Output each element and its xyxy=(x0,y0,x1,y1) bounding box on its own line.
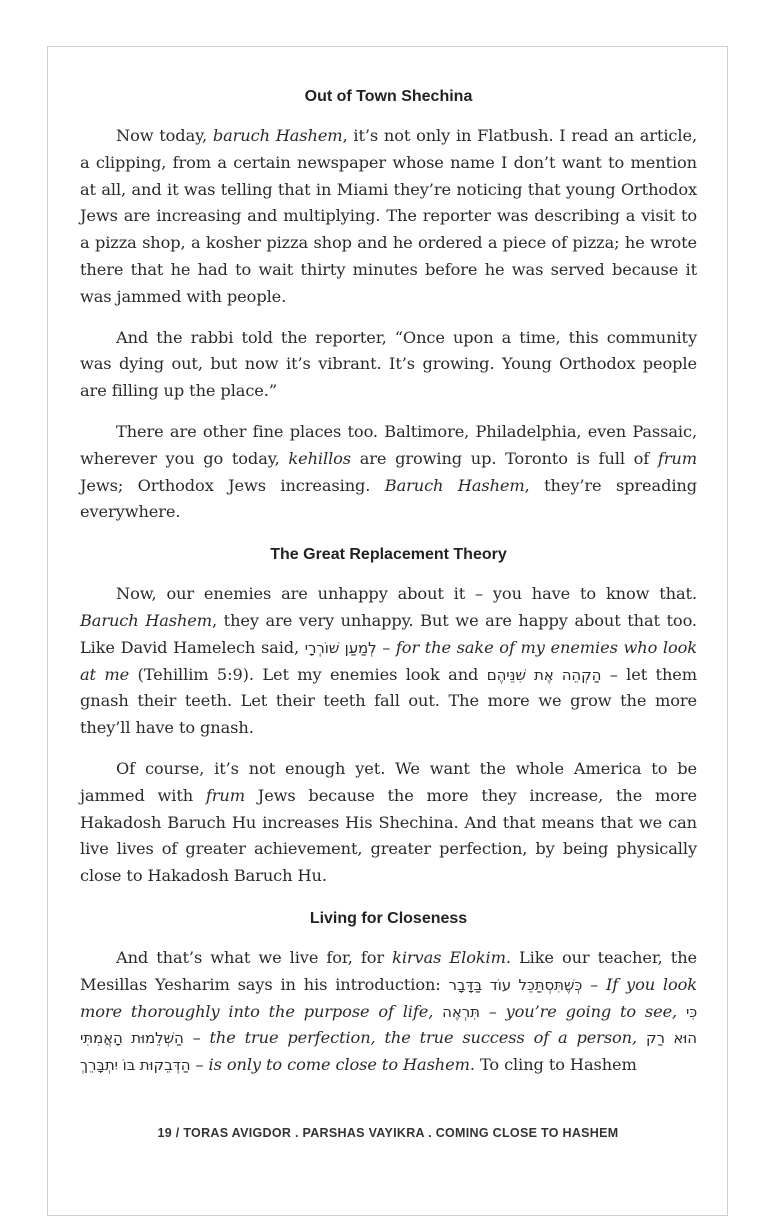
italic-text: Baruch Hashem xyxy=(80,610,213,630)
italic-text: baruch Hashem xyxy=(212,126,343,145)
text-run: Jews; Orthodox Jews increasing. xyxy=(80,475,385,495)
section-heading: Out of Town Shechina xyxy=(304,88,473,105)
hebrew-quote: הַקְהֵה אֶת שִׁנֵּיהֶם xyxy=(486,665,602,684)
body-paragraph xyxy=(80,756,697,890)
hebrew-quote: הוּא רַק xyxy=(645,1029,697,1048)
italic-text: If you look more thoroughly into the purpose of life, xyxy=(80,974,697,1021)
text-run: (Tehillim 5:9). Let my enemies look and xyxy=(129,664,487,684)
italic-text: kehillos xyxy=(288,448,352,468)
page-footer: 19 / TORAS AVIGDOR . PARSHAS VAYIKRA . COMING CLOSE TO HASHEM xyxy=(157,1126,619,1140)
hebrew-quote: כְּשֶׁתִּסְתַּכֵּל עוֹד בַּדָּבָר xyxy=(448,975,583,994)
text-run: To cling to Hashem xyxy=(474,1055,637,1075)
text-run: – xyxy=(479,1001,506,1021)
text-run: – xyxy=(190,1055,209,1075)
hebrew-quote: הַדְּבֵקוּת בּוֹ יִתְבָּרֵךְ xyxy=(80,1056,191,1075)
italic-text: Baruch Hashem xyxy=(384,475,525,495)
italic-text: for the sake of my enemies who look at me xyxy=(80,637,697,684)
text-run: – xyxy=(183,1028,210,1048)
italic-text: is only to come close to Hashem. xyxy=(208,1055,475,1075)
text-run: , they are very unhappy. But we are happy about that too. Like David Hamelech said, xyxy=(80,610,697,657)
italic-text: frum xyxy=(205,785,245,805)
body-paragraph xyxy=(80,123,697,311)
text-run: Now, our enemies are unhappy about it – you have to know that. xyxy=(116,584,697,604)
body-paragraph xyxy=(80,419,697,526)
italic-text: kirvas Elokim xyxy=(392,947,506,967)
text-run xyxy=(677,1002,686,1021)
text-run xyxy=(637,1028,646,1047)
text-run: Now today, xyxy=(116,126,213,145)
text-run: Of course, it’s not enough yet. We want the whole America to be jammed with xyxy=(80,758,697,805)
text-run: Jews because the more they increase, the more Hakadosh Baruch Hu increases His Shechina. And that means that we can live lives of greater achievement, greater perfection, by being physically close to Hakadosh Baruch Hu. xyxy=(80,785,697,886)
section-heading: The Great Replacement Theory xyxy=(270,546,507,564)
text-run: And the rabbi told the reporter, “Once upon a time, this community was dying out, but now it’s vibrant. It’s growing. Young Orthodox people are filling up the place.” xyxy=(80,327,697,401)
text-run: – xyxy=(582,974,606,994)
text-run: – xyxy=(376,637,396,657)
italic-text: the true perfection, the true success of a person, xyxy=(209,1028,638,1048)
text-run xyxy=(433,1002,442,1021)
text-run: – let them gnash their teeth. Let their teeth fall out. The more we grow the more they’ll have to gnash. xyxy=(80,664,697,738)
italic-text: you’re going to see, xyxy=(505,1001,678,1021)
italic-text: frum xyxy=(657,448,697,468)
hebrew-quote: לְמַעַן שׁוֹרְרָי xyxy=(304,638,377,657)
text-run: There are other fine places too. Baltimore, Philadelphia, even Passaic, wherever you go today, xyxy=(80,421,697,468)
body-paragraph xyxy=(80,325,697,405)
hebrew-quote: תִּרְאֶה xyxy=(442,1002,480,1021)
text-run: And that’s what we live for, for xyxy=(116,947,393,967)
page-content xyxy=(80,84,697,1095)
body-paragraph xyxy=(80,581,697,742)
hebrew-quote: כִּי הַשְּׁלֵמוּת הָאֲמִתִּי xyxy=(80,1002,698,1048)
body-paragraph xyxy=(80,945,697,1079)
text-run: , it’s not only in Flatbush. I read an article, a clipping, from a certain newspaper whose name I don’t want to mention at all, and it was telling that in Miami they’re noticing that young Orthodox Jews are increasing and multiplying. The reporter was describing a visit to a pizza shop, a kosher pizza shop and he ordered a piece of pizza; he wrote there that he had to wait thirty minutes before he was served because it was jammed with people. xyxy=(80,126,697,306)
text-run: . Like our teacher, the Mesillas Yesharim says in his introduction: xyxy=(80,947,698,994)
text-run: , they’re spreading everywhere. xyxy=(80,475,698,522)
section-heading: Living for Closeness xyxy=(309,909,468,927)
text-run: are growing up. Toronto is full of xyxy=(351,448,658,468)
